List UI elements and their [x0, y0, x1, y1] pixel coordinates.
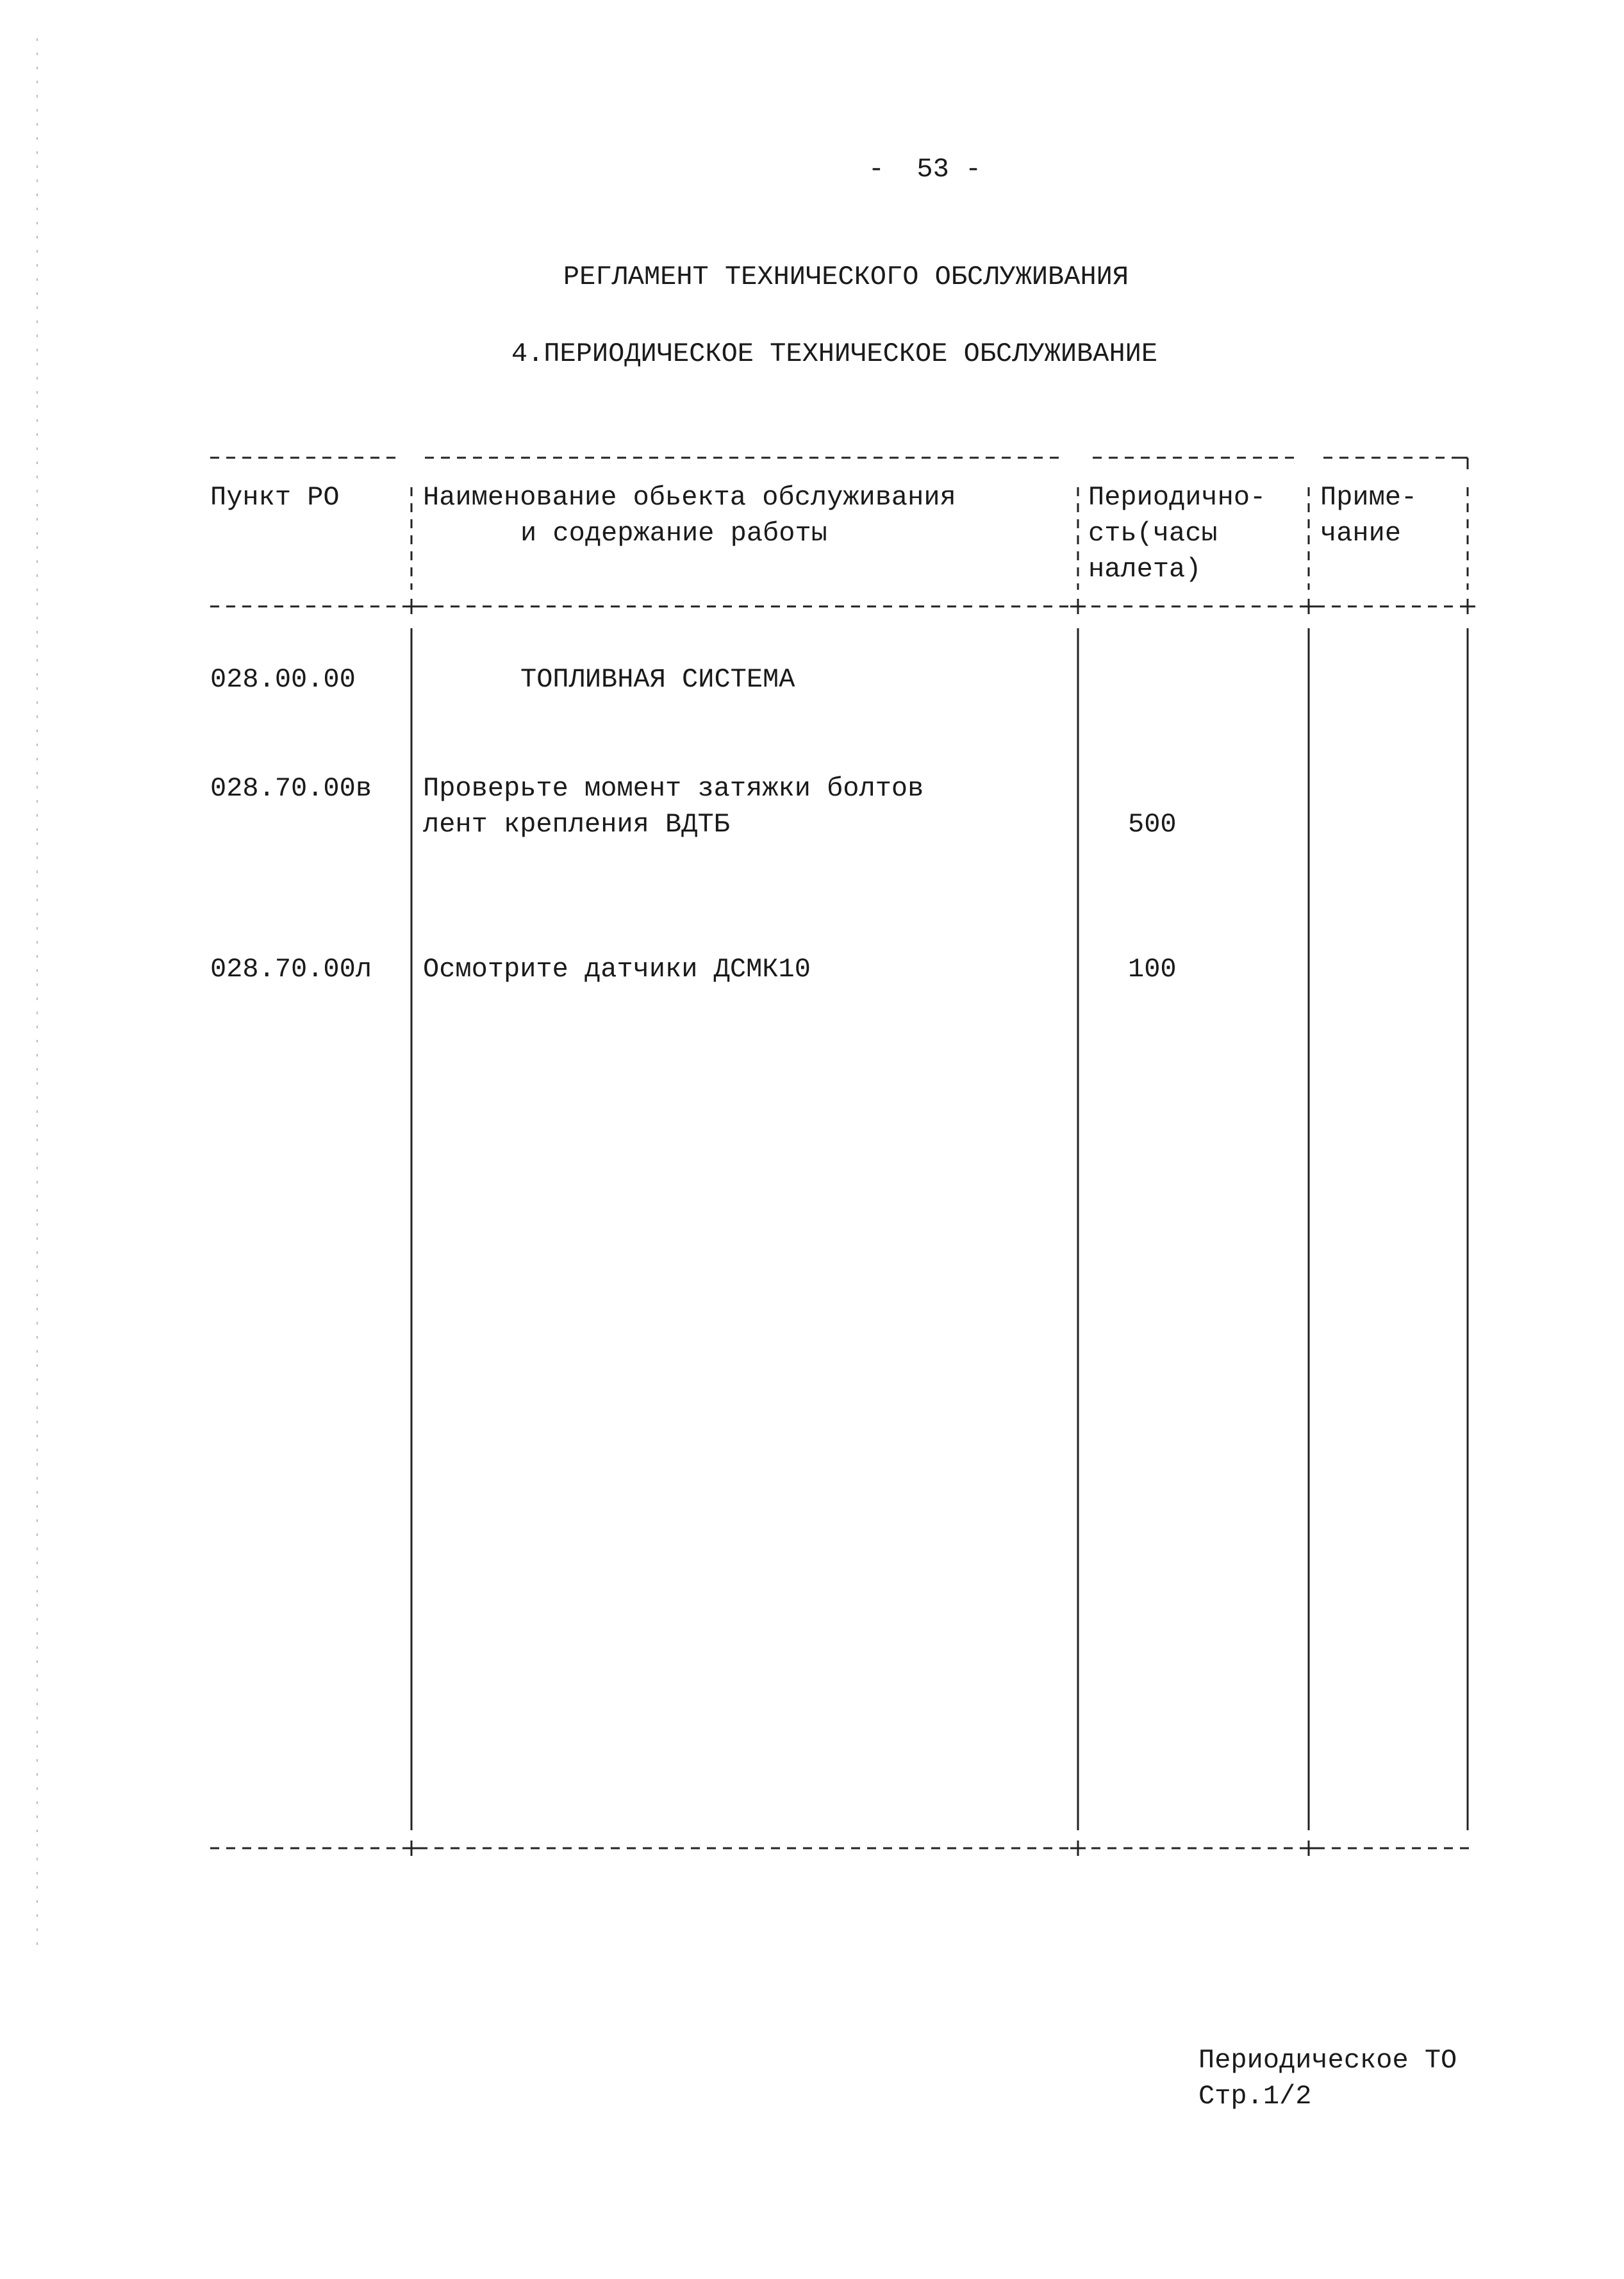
footer-page-label: Стр.1/2	[1198, 2081, 1312, 2112]
document-title: РЕГЛАМЕНТ ТЕХНИЧЕСКОГО ОБСЛУЖИВАНИЯ	[563, 262, 1129, 292]
row-period: 500	[1128, 809, 1177, 840]
row-text-line2: лент крепления ВДТБ	[423, 809, 730, 840]
row-code: 028.70.00в	[210, 773, 372, 804]
header-item-code: Пункт РО	[210, 482, 340, 513]
header-period-line2: сть(часы	[1088, 518, 1218, 549]
row-text-line1: ТОПЛИВНАЯ СИСТЕМА	[520, 664, 795, 695]
header-period-line3: налета)	[1088, 554, 1202, 585]
header-note-line1: Приме-	[1320, 482, 1418, 513]
section-title: 4.ПЕРИОДИЧЕСКОЕ ТЕХНИЧЕСКОЕ ОБСЛУЖИВАНИЕ	[511, 338, 1158, 369]
header-period-line1: Периодично-	[1088, 482, 1266, 513]
header-name-line2: и содержание работы	[520, 518, 827, 549]
row-period: 100	[1128, 954, 1177, 985]
row-code: 028.70.00л	[210, 954, 372, 985]
header-name-line1: Наименование обьекта обслуживания	[423, 482, 956, 513]
header-note-line2: чание	[1320, 518, 1402, 549]
row-text-line1: Проверьте момент затяжки болтов	[423, 773, 924, 804]
row-text-line1: Осмотрите датчики ДСМК10	[423, 954, 811, 985]
page-number: - 53 -	[868, 154, 982, 185]
row-code: 028.00.00	[210, 664, 356, 695]
footer-section-label: Периодическое ТО	[1198, 2045, 1457, 2076]
